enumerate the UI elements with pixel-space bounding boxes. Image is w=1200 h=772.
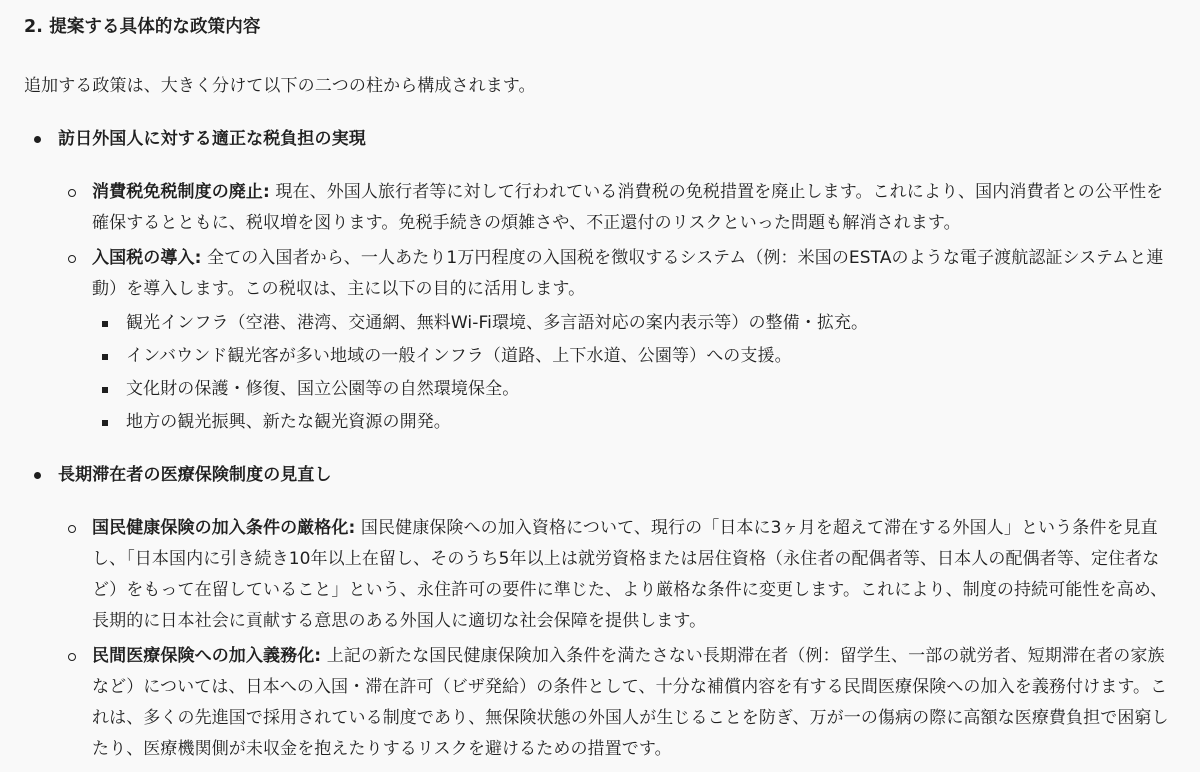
policy-text: 上記の新たな国民健康保険加入条件を満たさない長期滞在者（例：留学生、一部の就労者、短期滞在者の家族など）については、日本への入国・滞在許可（ビザ発給）の条件として、十分な補償内容を有する民間医療保険への加入を義務付けます。これは、多くの先進国で採用されている制度であり、無保険状態の外国人が生じることを防ぎ、万が一の傷病の際に高額な医療費負担で困窮したり、医療機関側が未収金を抱えたりするリスクを避けるための措置です。: [92, 646, 1169, 759]
policy-item: [58, 243, 1170, 438]
policy-term: 民間医療保険への加入義務化:: [92, 646, 322, 666]
square-bullet-icon: [102, 354, 108, 360]
square-bullet-icon: [102, 387, 108, 393]
purpose-text: インバウンド観光客が多い地域の一般インフラ（道路、上下水道、公園等）への支援。: [126, 346, 792, 366]
pillar-title: 訪日外国人に対する適正な税負担の実現: [58, 129, 366, 149]
purpose-text: 観光インフラ（空港、港湾、交通網、無料Wi-Fi環境、多言語対応の案内表示等）の整備・拡充。: [126, 313, 869, 333]
circle-bullet-icon: [68, 189, 76, 197]
policy-text: 全ての入国者から、一人あたり1万円程度の入国税を徴収するシステム（例：米国のESTAのような電子渡航認証システムと連動）を導入します。この税収は、主に以下の目的に活用します。: [92, 248, 1164, 299]
intro-paragraph: 追加する政策は、大きく分けて以下の二つの柱から構成されます。: [24, 76, 536, 96]
purpose-item: [92, 407, 1170, 438]
purpose-text: 文化財の保護・修復、国立公園等の自然環境保全。: [126, 379, 520, 399]
purpose-text: 地方の観光振興、新たな観光資源の開発。: [126, 412, 451, 432]
purpose-item: [92, 374, 1170, 405]
policy-item: [58, 177, 1170, 239]
pillar-item: [24, 460, 1170, 765]
policy-item: [58, 641, 1170, 765]
policy-item: [58, 513, 1170, 637]
circle-bullet-icon: [68, 525, 76, 533]
purpose-item: [92, 308, 1170, 339]
pillar-item: [24, 124, 1170, 438]
policy-text: 現在、外国人旅行者等に対して行われている消費税の免税措置を廃止します。これにより、国内消費者との公平性を確保するとともに、税収増を図ります。免税手続きの煩雑さや、不正還付のリスクといった問題も解消されます。: [92, 182, 1164, 233]
policy-list: [58, 513, 1170, 765]
circle-bullet-icon: [68, 653, 76, 661]
square-bullet-icon: [102, 420, 108, 426]
circle-bullet-icon: [68, 255, 76, 263]
policy-term: 消費税免税制度の廃止:: [92, 182, 270, 202]
policy-text: 国民健康保険への加入資格について、現行の「日本に3ヶ月を超えて滞在する外国人」という条件を見直し、「日本国内に引き続き10年以上在留し、そのうち5年以上は就労資格または居住資格（永住者の配偶者等、日本人の配偶者等、定住者など）をもって在留していること」という、永住許可の要件に準じた、より厳格な条件に変更します。これにより、制度の持続可能性を高め、長期的に日本社会に貢献する意思のある外国人に適切な社会保障を提供します。: [92, 518, 1168, 631]
disc-bullet-icon: [34, 472, 41, 479]
purpose-list: [92, 308, 1170, 438]
purpose-item: [92, 341, 1170, 372]
policy-list: [58, 177, 1170, 438]
pillar-list: [24, 124, 1170, 765]
pillar-title: 長期滞在者の医療保険制度の見直し: [58, 465, 332, 485]
disc-bullet-icon: [34, 136, 41, 143]
section-heading: 2. 提案する具体的な政策内容: [24, 17, 261, 37]
square-bullet-icon: [102, 321, 108, 327]
policy-term: 国民健康保険の加入条件の厳格化:: [92, 518, 356, 538]
policy-term: 入国税の導入:: [92, 248, 202, 268]
